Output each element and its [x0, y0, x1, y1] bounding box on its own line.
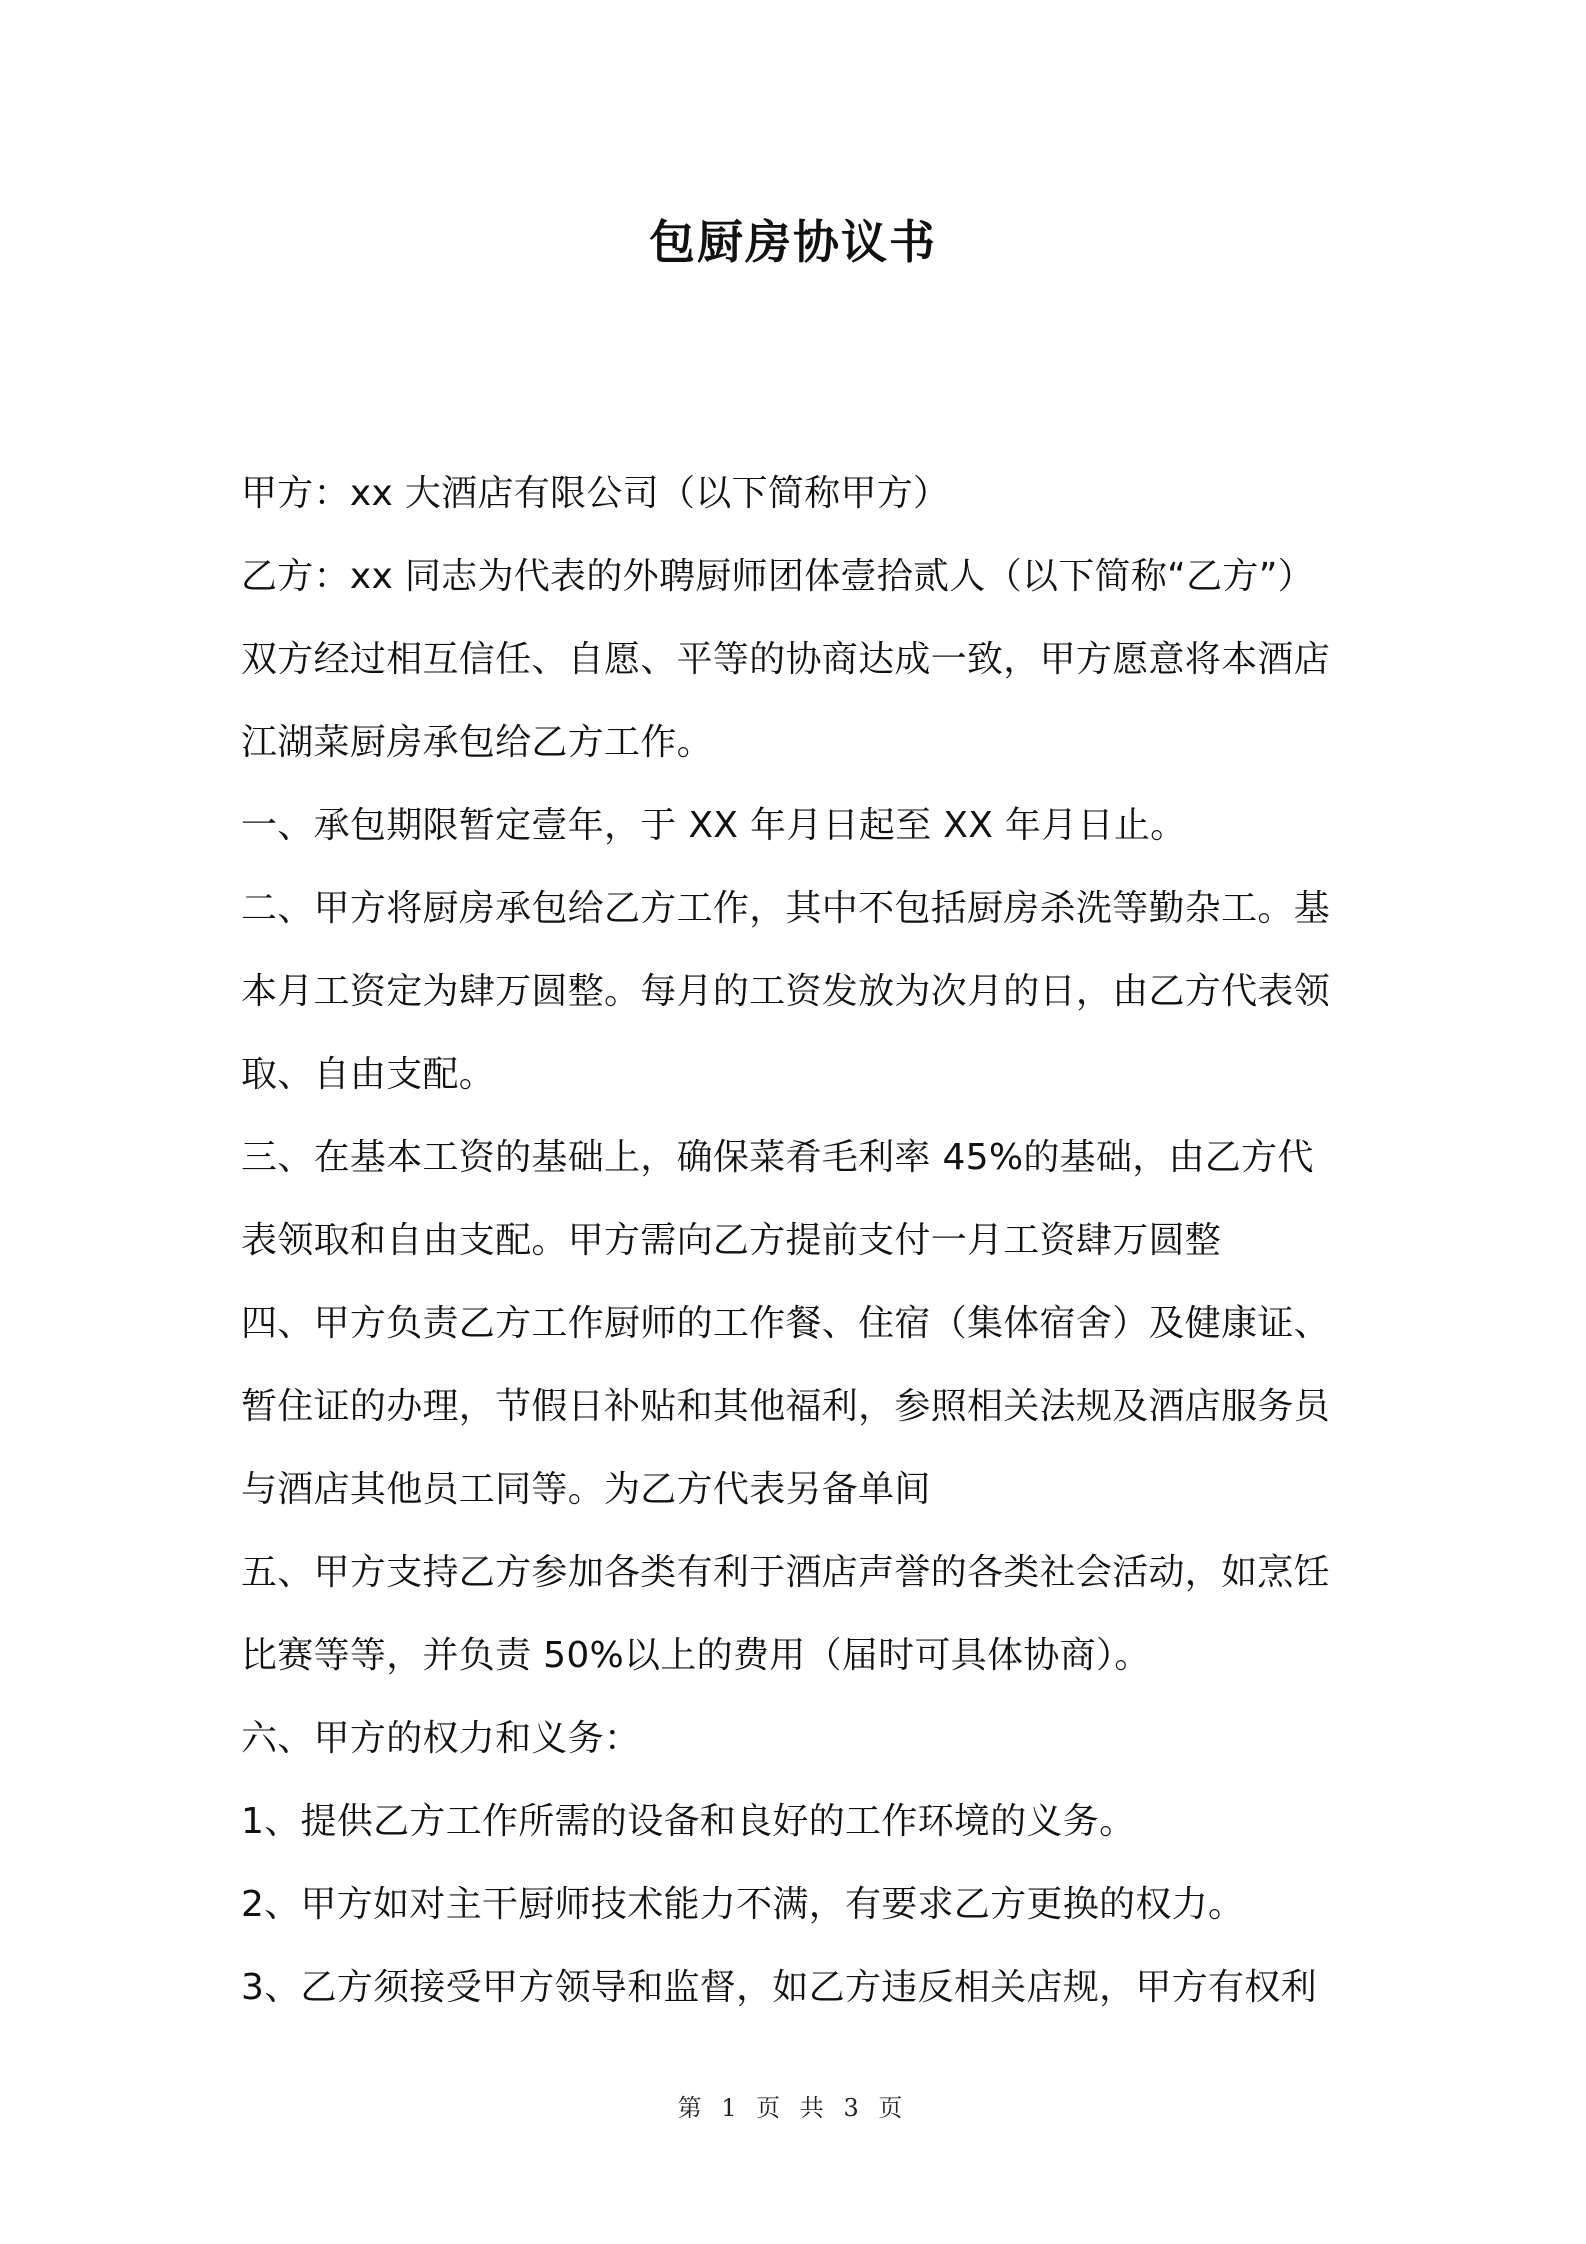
document-body	[241, 452, 1361, 2029]
clause-2-line: 本月工资定为肆万圆整。每月的工资发放为次月的日，由乙方代表领	[241, 971, 1331, 1012]
text-line: 双方经过相互信任、自愿、平等的协商达成一致，甲方愿意将本酒店	[241, 639, 1331, 680]
document-title: 包厨房协议书	[649, 215, 937, 269]
clause-6-item-1: 1、提供乙方工作所需的设备和良好的工作环境的义务。	[241, 1801, 1136, 1842]
clause-5-line: 比赛等等，并负责 50%以上的费用（届时可具体协商）。	[241, 1635, 1151, 1676]
clause-6-heading: 六、甲方的权力和义务：	[241, 1718, 641, 1759]
clause-4-line: 与酒店其他员工同等。为乙方代表另备单间	[241, 1469, 931, 1510]
clause-5-line: 五、甲方支持乙方参加各类有利于酒店声誉的各类社会活动，如烹饪	[241, 1552, 1331, 1593]
text-line: 江湖菜厨房承包给乙方工作。	[241, 722, 713, 763]
clause-1-line: 一、承包期限暂定壹年，于 XX 年月日起至 XX 年月日止。	[241, 805, 1187, 846]
clause-2-line: 二、甲方将厨房承包给乙方工作，其中不包括厨房杀洗等勤杂工。基	[241, 888, 1331, 929]
text-line-party-a: 甲方：xx 大酒店有限公司（以下简称甲方）	[241, 473, 950, 514]
text-line-party-b: 乙方：xx 同志为代表的外聘厨师团体壹拾贰人（以下简称“乙方”）	[241, 556, 1314, 597]
page-number-footer: 第 1 页 共 3 页	[677, 2094, 909, 2122]
clause-6-item-2: 2、甲方如对主干厨师技术能力不满，有要求乙方更换的权力。	[241, 1884, 1245, 1925]
clause-6-item-3: 3、乙方须接受甲方领导和监督，如乙方违反相关店规，甲方有权利	[241, 1967, 1317, 2008]
clause-4-line: 四、甲方负责乙方工作厨师的工作餐、住宿（集体宿舍）及健康证、	[241, 1303, 1331, 1344]
clause-4-line: 暂住证的办理，节假日补贴和其他福利，参照相关法规及酒店服务员	[241, 1386, 1331, 1427]
clause-2-line: 取、自由支配。	[241, 1054, 496, 1095]
clause-3-line: 三、在基本工资的基础上，确保菜肴毛利率 45%的基础，由乙方代	[241, 1137, 1314, 1178]
clause-3-line: 表领取和自由支配。甲方需向乙方提前支付一月工资肆万圆整	[241, 1220, 1222, 1261]
